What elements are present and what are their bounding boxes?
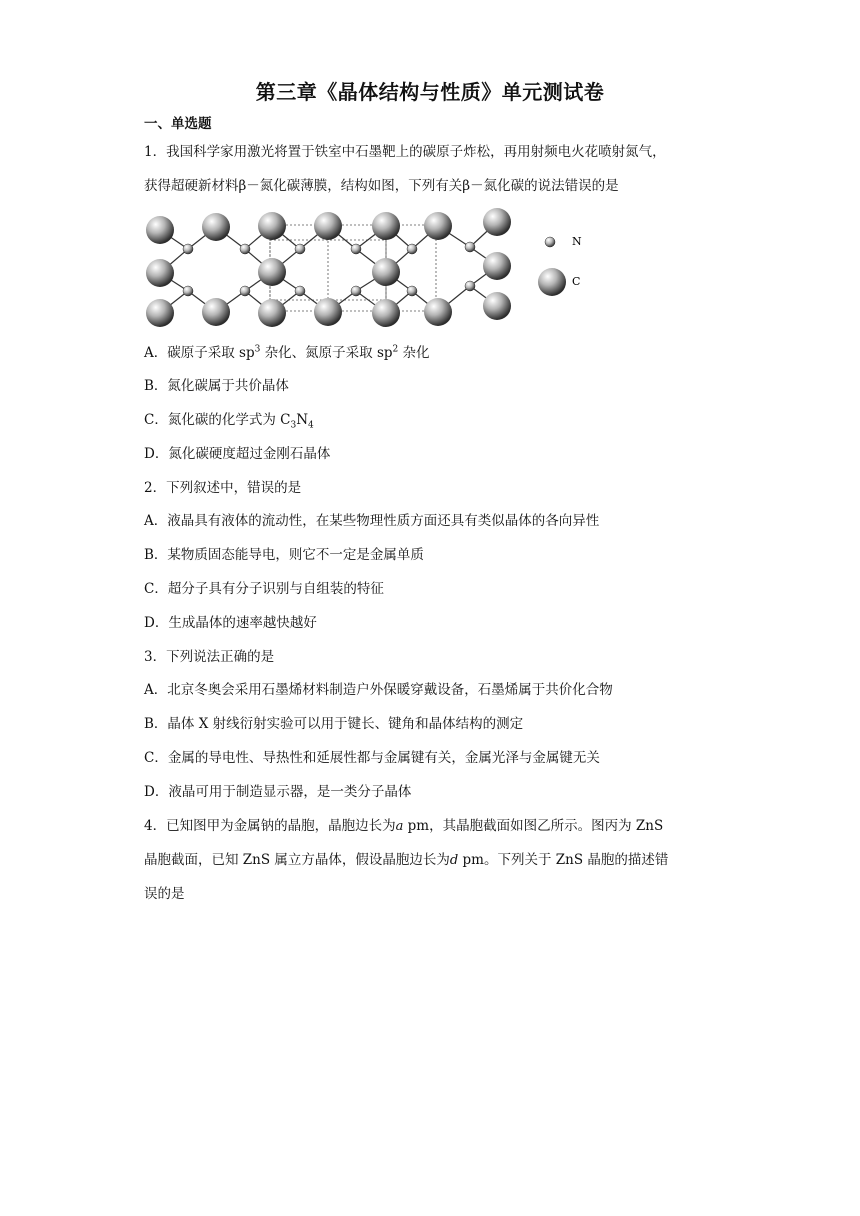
q2-option-b: B．某物质固态能导电，则它不一定是金属单质: [144, 547, 424, 563]
q2-option-d: D．生成晶体的速率越快越好: [144, 615, 317, 631]
page-title: 第三章《晶体结构与性质》单元测试卷: [255, 80, 605, 104]
q1-stem-line2: 获得超硬新材料β－氮化碳薄膜，结构如图，下列有关β－氮化碳的说法错误的是: [144, 178, 619, 194]
unit-cell-dashed-lines: [270, 225, 436, 311]
carbon-atoms: [146, 208, 511, 327]
beta-carbon-nitride-structure-figure: [140, 200, 600, 334]
q3-option-b: B．晶体 X 射线衍射实验可以用于键长、键角和晶体结构的测定: [144, 716, 524, 732]
q1-option-b: B．氮化碳属于共价晶体: [144, 378, 289, 394]
legend-carbon-atom: [538, 268, 566, 296]
q4-stem-line1: 4．已知图甲为金属钠的晶胞，晶胞边长为a pm，其晶胞截面如图乙所示。图丙为 ZnS: [144, 818, 664, 834]
q3-option-d: D．液晶可用于制造显示器，是一类分子晶体: [144, 784, 412, 800]
q1-option-c: C．氮化碳的化学式为 $C_3N_4$: [144, 412, 314, 431]
q3-stem: 3．下列说法正确的是: [144, 649, 275, 665]
q2-option-a: A．液晶具有液体的流动性，在某些物理性质方面还具有类似晶体的各向异性: [144, 513, 600, 529]
q1-option-d: D．氮化碳硬度超过金刚石晶体: [144, 446, 331, 462]
nitrogen-atoms: [183, 242, 475, 296]
q1-stem-line1: 1．我国科学家用激光将置于铁室中石墨靶上的碳原子炸松，再用射频电火花喷射氮气，: [144, 144, 666, 160]
structure-diagram: [140, 200, 600, 334]
q2-option-c: C．超分子具有分子识别与自组装的特征: [144, 581, 384, 597]
q3-option-a: A．北京冬奥会采用石墨烯材料制造户外保暖穿戴设备，石墨烯属于共价化合物: [144, 682, 613, 698]
q2-stem: 2．下列叙述中，错误的是: [144, 480, 302, 496]
section-heading: 一、单选题: [144, 116, 212, 132]
q3-option-c: C．金属的导电性、导热性和延展性都与金属键有关，金属光泽与金属键无关: [144, 750, 600, 766]
q4-stem-line2: 晶胞截面，已知 ZnS 属立方晶体，假设晶胞边长为d pm。下列关于 ZnS 晶胞的描述错: [144, 852, 669, 868]
legend-n-label: N: [572, 235, 582, 248]
legend-nitrogen-atom: [545, 237, 555, 247]
q1-option-a: A．碳原子采取 $sp^3$ 杂化、氮原子采取 $sp^2$ 杂化: [144, 344, 430, 361]
q4-stem-line3: 误的是: [144, 886, 185, 902]
legend-c-label: C: [572, 275, 581, 288]
